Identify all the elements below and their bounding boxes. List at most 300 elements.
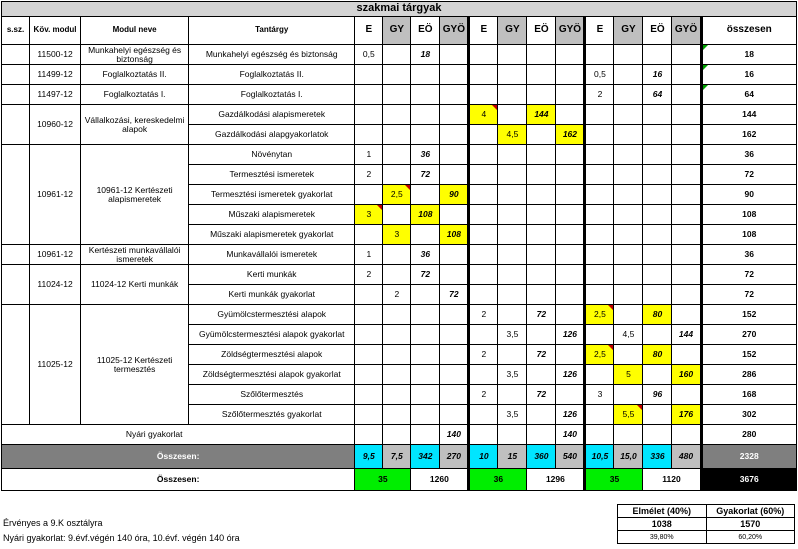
hours-cell (469, 405, 498, 425)
row-total: 168 (701, 385, 797, 405)
hours-cell (383, 165, 411, 185)
hours-cell (585, 325, 614, 345)
hours-cell: 1 (355, 145, 383, 165)
hours-cell (643, 125, 672, 145)
hours-cell (383, 325, 411, 345)
hours-cell (383, 85, 411, 105)
hours-cell (527, 405, 556, 425)
hours-cell (614, 165, 643, 185)
hours-cell: 176 (672, 405, 701, 425)
grand-total-hours: 2328 (701, 445, 797, 469)
hours-cell (440, 125, 469, 145)
hours-cell (411, 85, 440, 105)
subject-name: Gyümölcstermesztési alapok gyakorlat (189, 325, 355, 345)
subject-name: Gyümölcstermesztési alapok (189, 305, 355, 325)
col-header: GY (383, 17, 411, 45)
hours-cell (556, 185, 585, 205)
hours-cell: 126 (556, 405, 585, 425)
hours-cell (643, 165, 672, 185)
hours-cell (411, 345, 440, 365)
hours-cell: 36 (411, 245, 440, 265)
hours-cell (527, 425, 556, 445)
hours-cell (411, 105, 440, 125)
subject-name: Termesztési ismeretek gyakorlat (189, 185, 355, 205)
hours-cell (498, 425, 527, 445)
hours-cell (585, 245, 614, 265)
total-cell: 10 (469, 445, 498, 469)
subject-name: Zöldségtermesztési alapok gyakorlat (189, 365, 355, 385)
hours-cell (498, 265, 527, 285)
hours-cell (469, 145, 498, 165)
hours-cell (411, 285, 440, 305)
hours-cell (614, 145, 643, 165)
hours-cell (672, 65, 701, 85)
module-code: 10961-12 (30, 245, 81, 265)
hours-cell (383, 405, 411, 425)
hours-cell (355, 85, 383, 105)
hours-cell (469, 425, 498, 445)
row-number (2, 145, 30, 245)
hours-cell (383, 265, 411, 285)
col-header: Köv. modul (30, 17, 81, 45)
module-code: 10961-12 (30, 145, 81, 245)
hours-cell: 18 (411, 45, 440, 65)
hours-cell: 3 (585, 385, 614, 405)
row-total: 108 (701, 225, 797, 245)
hours-cell (643, 325, 672, 345)
subject-name: Munkahelyi egészség és biztonság (189, 45, 355, 65)
total-cell: 342 (411, 445, 440, 469)
ratio-value: 1038 (618, 518, 707, 531)
hours-cell (614, 85, 643, 105)
hours-cell (643, 225, 672, 245)
table-row (2, 305, 797, 325)
hours-cell (614, 125, 643, 145)
hours-cell: 3,5 (498, 325, 527, 345)
hours-cell (498, 165, 527, 185)
subject-name: Növénytan (189, 145, 355, 165)
hours-cell (672, 265, 701, 285)
hours-cell (556, 85, 585, 105)
hours-cell: 144 (527, 105, 556, 125)
header-row (2, 17, 797, 45)
hours-cell: 96 (643, 385, 672, 405)
hours-cell: 0,5 (355, 45, 383, 65)
table-title: szakmai tárgyak (2, 2, 797, 17)
total-cell: 15 (498, 445, 527, 469)
ratio-percent: 60,20% (706, 531, 795, 544)
hours-cell (672, 245, 701, 265)
hours-cell (585, 145, 614, 165)
row-total: 64 (701, 85, 797, 105)
hours-cell: 72 (527, 385, 556, 405)
ratio-header: Elmélet (40%) (618, 505, 707, 518)
hours-cell (469, 165, 498, 185)
row-total: 152 (701, 345, 797, 365)
summer-label: Nyári gyakorlat (2, 425, 355, 445)
hours-cell (411, 425, 440, 445)
hours-cell (614, 105, 643, 125)
hours-cell (643, 105, 672, 125)
hours-cell (411, 125, 440, 145)
row-total: 72 (701, 285, 797, 305)
hours-cell: 80 (643, 305, 672, 325)
hours-cell (355, 365, 383, 385)
hours-cell (469, 285, 498, 305)
hours-cell (672, 305, 701, 325)
row-total: 90 (701, 185, 797, 205)
totals-row-hours (2, 445, 797, 469)
hours-cell (498, 185, 527, 205)
hours-cell: 2,5 (383, 185, 411, 205)
subject-name: Zöldségtermesztési alapok (189, 345, 355, 365)
total-cell: 336 (643, 445, 672, 469)
hours-cell (355, 425, 383, 445)
hours-cell (440, 205, 469, 225)
hours-cell (469, 85, 498, 105)
hours-cell (469, 205, 498, 225)
hours-cell (498, 45, 527, 65)
hours-cell (469, 245, 498, 265)
hours-cell (498, 385, 527, 405)
hours-cell (498, 145, 527, 165)
row-total: 286 (701, 365, 797, 385)
hours-cell: 2,5 (585, 305, 614, 325)
row-number (2, 245, 30, 265)
hours-cell (614, 185, 643, 205)
total-cell: 270 (440, 445, 469, 469)
module-code: 11497-12 (30, 85, 81, 105)
hours-cell (355, 325, 383, 345)
hours-cell: 2 (355, 265, 383, 285)
hours-cell: 162 (556, 125, 585, 145)
col-header: s.sz. (2, 17, 30, 45)
hours-cell (556, 305, 585, 325)
row-total: 16 (701, 65, 797, 85)
hours-cell (527, 365, 556, 385)
hours-cell (614, 205, 643, 225)
total-cell: 10,5 (585, 445, 614, 469)
module-name: 11024-12 Kerti munkák (81, 265, 189, 305)
hours-cell (556, 65, 585, 85)
col-header: EÖ (411, 17, 440, 45)
ratio-header: Gyakorlat (60%) (706, 505, 795, 518)
hours-cell (643, 265, 672, 285)
hours-cell (556, 225, 585, 245)
hours-cell (355, 125, 383, 145)
module-code: 11025-12 (30, 305, 81, 425)
hours-cell: 72 (527, 305, 556, 325)
hours-cell (498, 225, 527, 245)
hours-cell (585, 165, 614, 185)
row-number (2, 265, 30, 305)
hours-cell (469, 265, 498, 285)
hours-cell (383, 305, 411, 325)
hours-cell (527, 205, 556, 225)
hours-cell (672, 185, 701, 205)
hours-cell (355, 285, 383, 305)
sum-cell: 1120 (643, 469, 701, 491)
col-header: GY (498, 17, 527, 45)
subject-name: Kerti munkák gyakorlat (189, 285, 355, 305)
hours-cell (527, 285, 556, 305)
hours-cell (672, 85, 701, 105)
hours-cell (440, 265, 469, 285)
hours-cell (440, 365, 469, 385)
row-number (2, 45, 30, 65)
table-row (2, 65, 797, 85)
hours-cell (383, 345, 411, 365)
module-name: Vállalkozási, kereskedelmi alapok (81, 105, 189, 145)
hours-cell (672, 425, 701, 445)
hours-cell: 72 (440, 285, 469, 305)
hours-cell (355, 105, 383, 125)
totals-label: Összesen: (2, 445, 355, 469)
total-cell: 480 (672, 445, 701, 469)
col-header: GYÖ (672, 17, 701, 45)
hours-cell: 5 (614, 365, 643, 385)
hours-cell (672, 165, 701, 185)
hours-cell (411, 385, 440, 405)
hours-cell (440, 105, 469, 125)
col-header: E (585, 17, 614, 45)
hours-cell (440, 345, 469, 365)
hours-cell (672, 125, 701, 145)
total-cell: 9,5 (355, 445, 383, 469)
col-header: összesen (701, 17, 797, 45)
hours-cell (556, 265, 585, 285)
hours-cell (383, 425, 411, 445)
module-name: Kertészeti munkavállalói ismeretek (81, 245, 189, 265)
row-total: 18 (701, 45, 797, 65)
hours-cell (556, 45, 585, 65)
hours-cell (498, 245, 527, 265)
hours-cell (672, 45, 701, 65)
hours-cell (383, 205, 411, 225)
hours-cell (355, 185, 383, 205)
hours-cell: 2 (383, 285, 411, 305)
hours-cell (527, 185, 556, 205)
subject-name: Termesztési ismeretek (189, 165, 355, 185)
hours-cell: 126 (556, 365, 585, 385)
hours-cell (411, 185, 440, 205)
col-header: E (355, 17, 383, 45)
module-code: 10960-12 (30, 105, 81, 145)
total-cell: 15,0 (614, 445, 643, 469)
hours-cell (355, 385, 383, 405)
hours-cell (672, 225, 701, 245)
row-number (2, 105, 30, 145)
grand-total: 3676 (701, 469, 797, 491)
row-total: 36 (701, 145, 797, 165)
hours-cell: 4,5 (614, 325, 643, 345)
hours-cell: 72 (527, 345, 556, 365)
subject-name: Műszaki alapismeretek gyakorlat (189, 225, 355, 245)
hours-cell (469, 365, 498, 385)
hours-cell (383, 385, 411, 405)
hours-cell (440, 165, 469, 185)
hours-cell (527, 145, 556, 165)
hours-cell (498, 85, 527, 105)
hours-cell (614, 305, 643, 325)
hours-cell (556, 245, 585, 265)
hours-cell (411, 305, 440, 325)
hours-cell (643, 145, 672, 165)
hours-cell: 4,5 (498, 125, 527, 145)
hours-cell: 72 (411, 165, 440, 185)
hours-cell (585, 125, 614, 145)
hours-cell (469, 185, 498, 205)
hours-cell (527, 125, 556, 145)
col-header: GY (614, 17, 643, 45)
hours-cell: 160 (672, 365, 701, 385)
hours-cell (411, 325, 440, 345)
hours-cell (614, 225, 643, 245)
hours-cell (527, 165, 556, 185)
hours-cell (355, 345, 383, 365)
sum-cell: 1260 (411, 469, 469, 491)
hours-cell (614, 265, 643, 285)
hours-cell (469, 45, 498, 65)
col-header: GYÖ (440, 17, 469, 45)
col-header: EÖ (643, 17, 672, 45)
hours-cell (527, 85, 556, 105)
hours-cell (355, 65, 383, 85)
totals-label: Összesen: (2, 469, 355, 491)
table-row (2, 45, 797, 65)
hours-cell (585, 185, 614, 205)
hours-cell (643, 405, 672, 425)
hours-cell (585, 205, 614, 225)
hours-cell (643, 425, 672, 445)
hours-cell: 72 (411, 265, 440, 285)
hours-cell (643, 45, 672, 65)
subject-name: Munkavállalói ismeretek (189, 245, 355, 265)
hours-cell (498, 205, 527, 225)
hours-cell (355, 405, 383, 425)
hours-cell (498, 105, 527, 125)
hours-cell (527, 65, 556, 85)
total-cell: 7,5 (383, 445, 411, 469)
hours-cell (614, 285, 643, 305)
hours-cell (383, 245, 411, 265)
hours-cell (498, 285, 527, 305)
hours-cell (527, 265, 556, 285)
hours-cell (556, 285, 585, 305)
hours-cell (643, 365, 672, 385)
module-name: Foglalkoztatás II. (81, 65, 189, 85)
hours-cell (672, 145, 701, 165)
table-row (2, 145, 797, 165)
hours-cell (614, 345, 643, 365)
hours-cell (440, 145, 469, 165)
hours-cell (383, 145, 411, 165)
table-row (2, 105, 797, 125)
hours-cell (556, 165, 585, 185)
sum-cell: 35 (585, 469, 643, 491)
hours-cell: 140 (556, 425, 585, 445)
hours-cell (556, 145, 585, 165)
hours-cell (440, 325, 469, 345)
row-total: 280 (701, 425, 797, 445)
hours-cell (440, 385, 469, 405)
hours-cell (411, 405, 440, 425)
hours-cell (614, 425, 643, 445)
hours-cell: 126 (556, 325, 585, 345)
sum-cell: 1296 (527, 469, 585, 491)
hours-cell (355, 225, 383, 245)
hours-cell (585, 105, 614, 125)
hours-cell (383, 65, 411, 85)
hours-cell (498, 345, 527, 365)
col-header: Tantárgy (189, 17, 355, 45)
hours-cell (585, 45, 614, 65)
row-total: 162 (701, 125, 797, 145)
validity-note: Érvényes a 9.K osztályra (3, 518, 103, 528)
total-cell: 540 (556, 445, 585, 469)
hours-cell (585, 405, 614, 425)
hours-cell (585, 265, 614, 285)
row-number (2, 65, 30, 85)
hours-cell: 2 (355, 165, 383, 185)
hours-cell: 108 (411, 205, 440, 225)
hours-cell: 108 (440, 225, 469, 245)
summer-note: Nyári gyakorlat: 9.évf.végén 140 óra, 10.évf. végén 140 óra (3, 533, 240, 543)
subject-name: Műszaki alapismeretek (189, 205, 355, 225)
hours-cell (643, 285, 672, 305)
row-total: 144 (701, 105, 797, 125)
module-name: 10961-12 Kertészeti alapismeretek (81, 145, 189, 245)
hours-cell (643, 205, 672, 225)
hours-cell (440, 305, 469, 325)
hours-cell (498, 65, 527, 85)
hours-cell: 36 (411, 145, 440, 165)
row-total: 108 (701, 205, 797, 225)
hours-cell (672, 205, 701, 225)
module-code: 11499-12 (30, 65, 81, 85)
subject-name: Foglalkoztatás I. (189, 85, 355, 105)
subject-name: Foglalkoztatás II. (189, 65, 355, 85)
col-header: EÖ (527, 17, 556, 45)
hours-cell (585, 285, 614, 305)
curriculum-table (1, 1, 797, 491)
hours-cell (498, 305, 527, 325)
hours-cell: 2 (585, 85, 614, 105)
subject-name: Szőlőtermesztés gyakorlat (189, 405, 355, 425)
row-total: 72 (701, 265, 797, 285)
hours-cell (643, 185, 672, 205)
module-code: 11500-12 (30, 45, 81, 65)
row-total: 152 (701, 305, 797, 325)
hours-cell: 16 (643, 65, 672, 85)
hours-cell: 0,5 (585, 65, 614, 85)
row-number (2, 305, 30, 425)
hours-cell (556, 385, 585, 405)
totals-row-sum (2, 469, 797, 491)
col-header: Modul neve (81, 17, 189, 45)
hours-cell (383, 125, 411, 145)
hours-cell (556, 345, 585, 365)
hours-cell (585, 365, 614, 385)
hours-cell (383, 365, 411, 385)
hours-cell: 3 (383, 225, 411, 245)
hours-cell: 3 (355, 205, 383, 225)
row-total: 36 (701, 245, 797, 265)
hours-cell (614, 385, 643, 405)
hours-cell: 2,5 (585, 345, 614, 365)
hours-cell (440, 85, 469, 105)
hours-cell: 5,5 (614, 405, 643, 425)
